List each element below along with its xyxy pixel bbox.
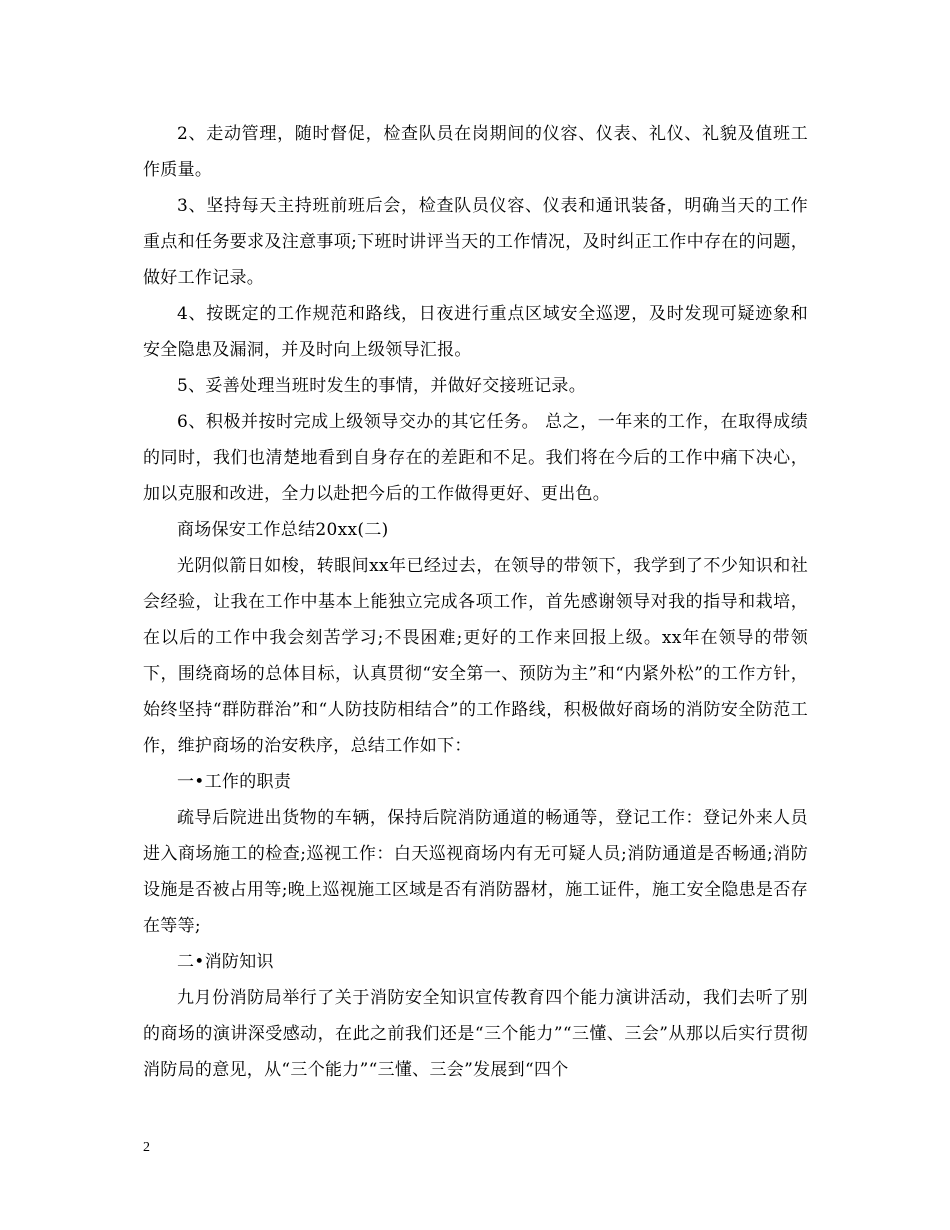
paragraph-item-2: 2、走动管理，随时督促，检查队员在岗期间的仪容、仪表、礼仪、礼貌及值班工作质量。 bbox=[143, 124, 808, 180]
paragraph-item-4: 4、按既定的工作规范和路线，日夜进行重点区域安全巡逻，及时发现可疑迹象和安全隐患及漏洞，并及时向上级领导汇报。 bbox=[143, 304, 808, 360]
document-body bbox=[143, 116, 808, 1088]
subheading-fire-knowledge: 二•消防知识 bbox=[177, 952, 274, 972]
paragraph-duties: 疏导后院进出货物的车辆，保持后院消防通道的畅通等，登记工作：登记外来人员进入商场施工的检查;巡视工作：白天巡视商场内有无可疑人员;消防通道是否畅通;消防设施是否被占用等;晚上巡视施工区域是否有消防器材，施工证件，施工安全隐患是否存在等等; bbox=[143, 808, 808, 936]
paragraph-item-5: 5、妥善处理当班时发生的事情，并做好交接班记录。 bbox=[177, 376, 587, 396]
paragraph-intro: 光阴似箭日如梭，转眼间xx年已经过去，在领导的带领下，我学到了不少知识和社会经验，让我在工作中基本上能独立完成各项工作，首先感谢领导对我的指导和栽培，在以后的工作中我会刻苦学习;不畏困难;更好的工作来回报上级。xx年在领导的带领下，围绕商场的总体目标，认真贯彻“安全第一、预防为主”和“内紧外松”的工作方针，始终坚持“群防群治”和“人防技防相结合”的工作路线，积极做好商场的消防安全防范工作，维护商场的治安秩序，总结工作如下： bbox=[143, 556, 808, 756]
paragraph-item-6-summary: 6、积极并按时完成上级领导交办的其它任务。 总之，一年来的工作，在取得成绩的同时，我们也清楚地看到自身存在的差距和不足。我们将在今后的工作中痛下决心，加以克服和改进，全力以赴把今后的工作做得更好、更出色。 bbox=[143, 412, 808, 504]
paragraph-item-3: 3、坚持每天主持班前班后会，检查队员仪容、仪表和通讯装备，明确当天的工作重点和任务要求及注意事项;下班时讲评当天的工作情况，及时纠正工作中存在的问题，做好工作记录。 bbox=[143, 196, 808, 288]
subheading-duties: 一•工作的职责 bbox=[177, 772, 292, 792]
page-number: 2 bbox=[143, 1140, 150, 1155]
section-title: 商场保安工作总结20xx(二) bbox=[177, 520, 389, 540]
paragraph-fire-knowledge: 九月份消防局举行了关于消防安全知识宣传教育四个能力演讲活动，我们去听了别的商场的演讲深受感动，在此之前我们还是“三个能力”“三懂、三会”从那以后实行贯彻消防局的意见，从“三个能力”“三懂、三会”发展到“四个 bbox=[143, 988, 808, 1080]
